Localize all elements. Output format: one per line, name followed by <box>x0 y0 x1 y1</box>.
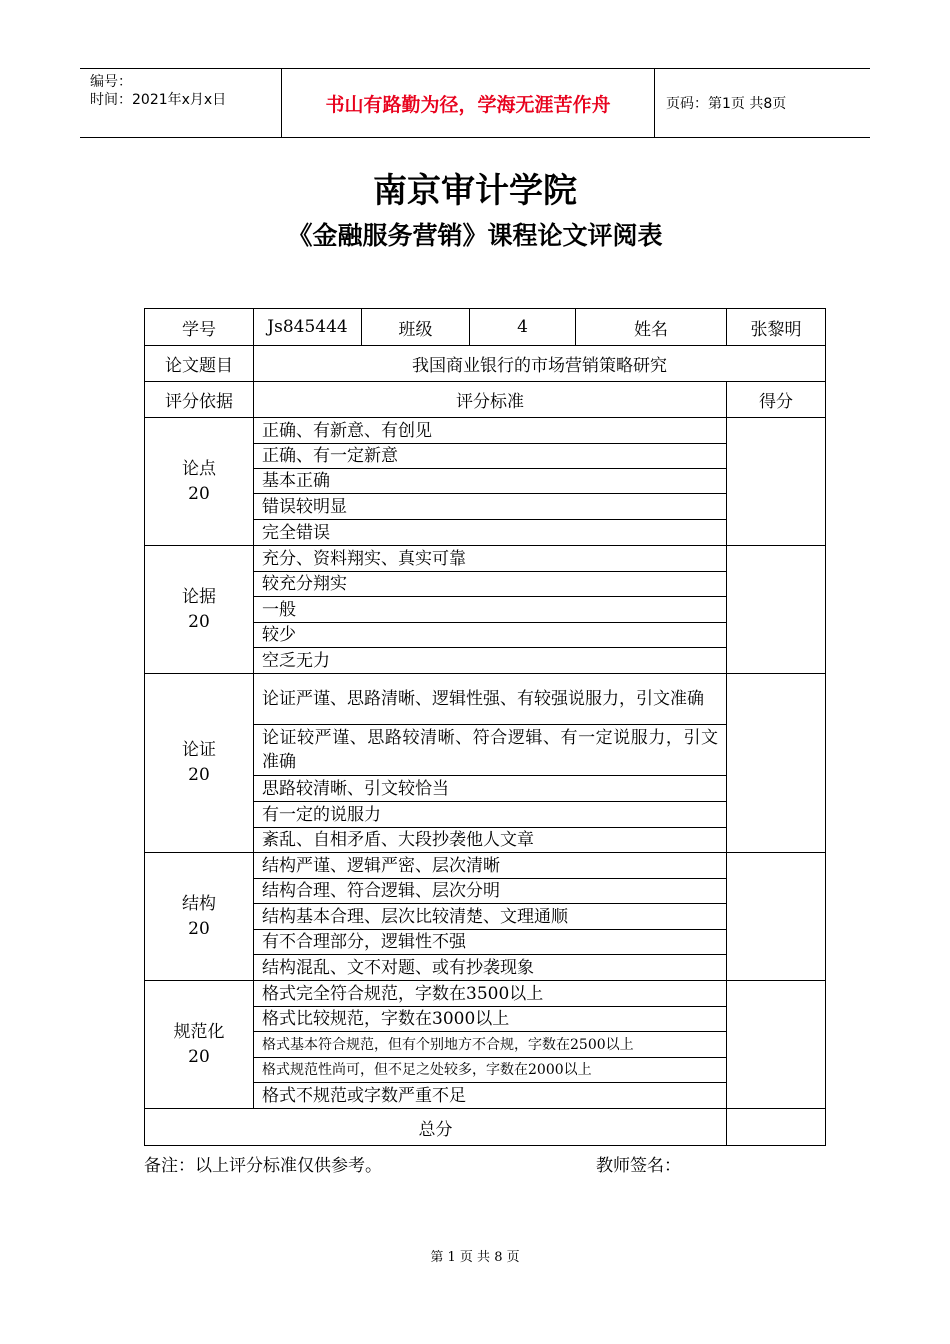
criterion-text: 结构基本合理、层次比较清楚、文理通顺 <box>254 904 727 930</box>
standard-header: 评分标准 <box>254 382 727 418</box>
category-cell <box>145 674 254 853</box>
code-label: 编号： <box>90 74 132 90</box>
criterion-row <box>145 418 826 444</box>
class-label: 班级 <box>362 309 470 346</box>
motto-text: 书山有路勤为径，学海无涯苦作舟 <box>282 69 655 137</box>
criterion-text: 较少 <box>254 623 727 648</box>
score-cell[interactable] <box>727 981 826 1109</box>
criterion-text: 充分、资料翔实、真实可靠 <box>254 546 727 572</box>
score-cell[interactable] <box>727 546 826 674</box>
category-cell <box>145 981 254 1109</box>
category-name: 论点 <box>182 458 216 479</box>
criterion-row <box>145 546 826 572</box>
category-cell <box>145 546 254 674</box>
category-name: 论据 <box>182 586 216 607</box>
score-cell[interactable] <box>727 674 826 853</box>
criterion-text: 紊乱、自相矛盾、大段抄袭他人文章 <box>254 828 727 853</box>
student-id-value: Js845444 <box>254 309 362 346</box>
form-title: 《金融服务营销》课程论文评阅表 <box>287 221 663 250</box>
criterion-text: 结构合理、符合逻辑、层次分明 <box>254 879 727 904</box>
criterion-row <box>145 674 826 725</box>
criterion-row <box>145 981 826 1007</box>
criterion-text: 正确、有新意、有创见 <box>254 418 727 444</box>
class-value: 4 <box>470 309 576 346</box>
topic-label: 论文题目 <box>145 346 254 382</box>
category-points: 20 <box>188 765 210 785</box>
criterion-text: 格式基本符合规范，但有个别地方不合规，字数在2500以上 <box>254 1032 727 1058</box>
topic-value: 我国商业银行的市场营销策略研究 <box>254 346 826 382</box>
category-cell <box>145 853 254 981</box>
criterion-row <box>145 853 826 879</box>
name-label: 姓名 <box>576 309 727 346</box>
header-page-info: 页码：第1页 共8页 <box>666 96 787 112</box>
name-value: 张黎明 <box>727 309 826 346</box>
time-text: 时间：2021年x月x日 <box>90 92 227 108</box>
category-name: 结构 <box>182 893 216 914</box>
criterion-text: 结构混乱、文不对题、或有抄袭现象 <box>254 955 727 981</box>
signature-label: 教师签名： <box>596 1156 681 1176</box>
criterion-text: 格式规范性尚可，但不足之处较多，字数在2000以上 <box>254 1058 727 1083</box>
remark-note: 备注：以上评分标准仅供参考。 <box>144 1156 382 1176</box>
criterion-text: 正确、有一定新意 <box>254 444 727 469</box>
criterion-text: 格式完全符合规范，字数在3500以上 <box>254 981 727 1007</box>
criterion-text: 论证严谨、思路清晰、逻辑性强、有较强说服力，引文准确 <box>254 674 727 725</box>
total-score-cell[interactable] <box>727 1109 826 1146</box>
criterion-text: 思路较清晰、引文较恰当 <box>254 776 727 802</box>
criterion-text: 有一定的说服力 <box>254 802 727 828</box>
category-points: 20 <box>188 1046 210 1067</box>
category-points: 20 <box>188 918 210 939</box>
evaluation-table <box>144 308 826 1146</box>
category-points: 20 <box>188 611 210 632</box>
header-meta <box>80 69 282 137</box>
category-cell <box>145 418 254 546</box>
score-header: 得分 <box>727 382 826 418</box>
criterion-text: 有不合理部分，逻辑性不强 <box>254 930 727 955</box>
criterion-text: 格式不规范或字数严重不足 <box>254 1083 727 1109</box>
category-name: 规范化 <box>173 1021 225 1042</box>
document-header <box>80 68 870 138</box>
criterion-text: 格式比较规范，字数在3000以上 <box>254 1007 727 1032</box>
criterion-text: 较充分翔实 <box>254 572 727 597</box>
category-name: 论证 <box>182 740 216 760</box>
criterion-text: 论证较严谨、思路较清晰、符合逻辑、有一定说服力，引文准确 <box>254 725 727 776</box>
basis-header: 评分依据 <box>145 382 254 418</box>
score-cell[interactable] <box>727 418 826 546</box>
criterion-text: 基本正确 <box>254 469 727 494</box>
school-title: 南京审计学院 <box>373 171 577 211</box>
page-footer: 第 1 页 共 8 页 <box>430 1250 520 1265</box>
criterion-text: 完全错误 <box>254 520 727 546</box>
total-label: 总分 <box>145 1109 727 1146</box>
criterion-text: 错误较明显 <box>254 494 727 520</box>
total-row <box>145 1109 826 1146</box>
column-header-row <box>145 382 826 418</box>
criterion-text: 空乏无力 <box>254 648 727 674</box>
criterion-text: 一般 <box>254 597 727 623</box>
student-id-label: 学号 <box>145 309 254 346</box>
score-cell[interactable] <box>727 853 826 981</box>
category-points: 20 <box>188 483 210 504</box>
topic-row <box>145 346 826 382</box>
student-info-row <box>145 309 826 346</box>
criterion-text: 结构严谨、逻辑严密、层次清晰 <box>254 853 727 879</box>
